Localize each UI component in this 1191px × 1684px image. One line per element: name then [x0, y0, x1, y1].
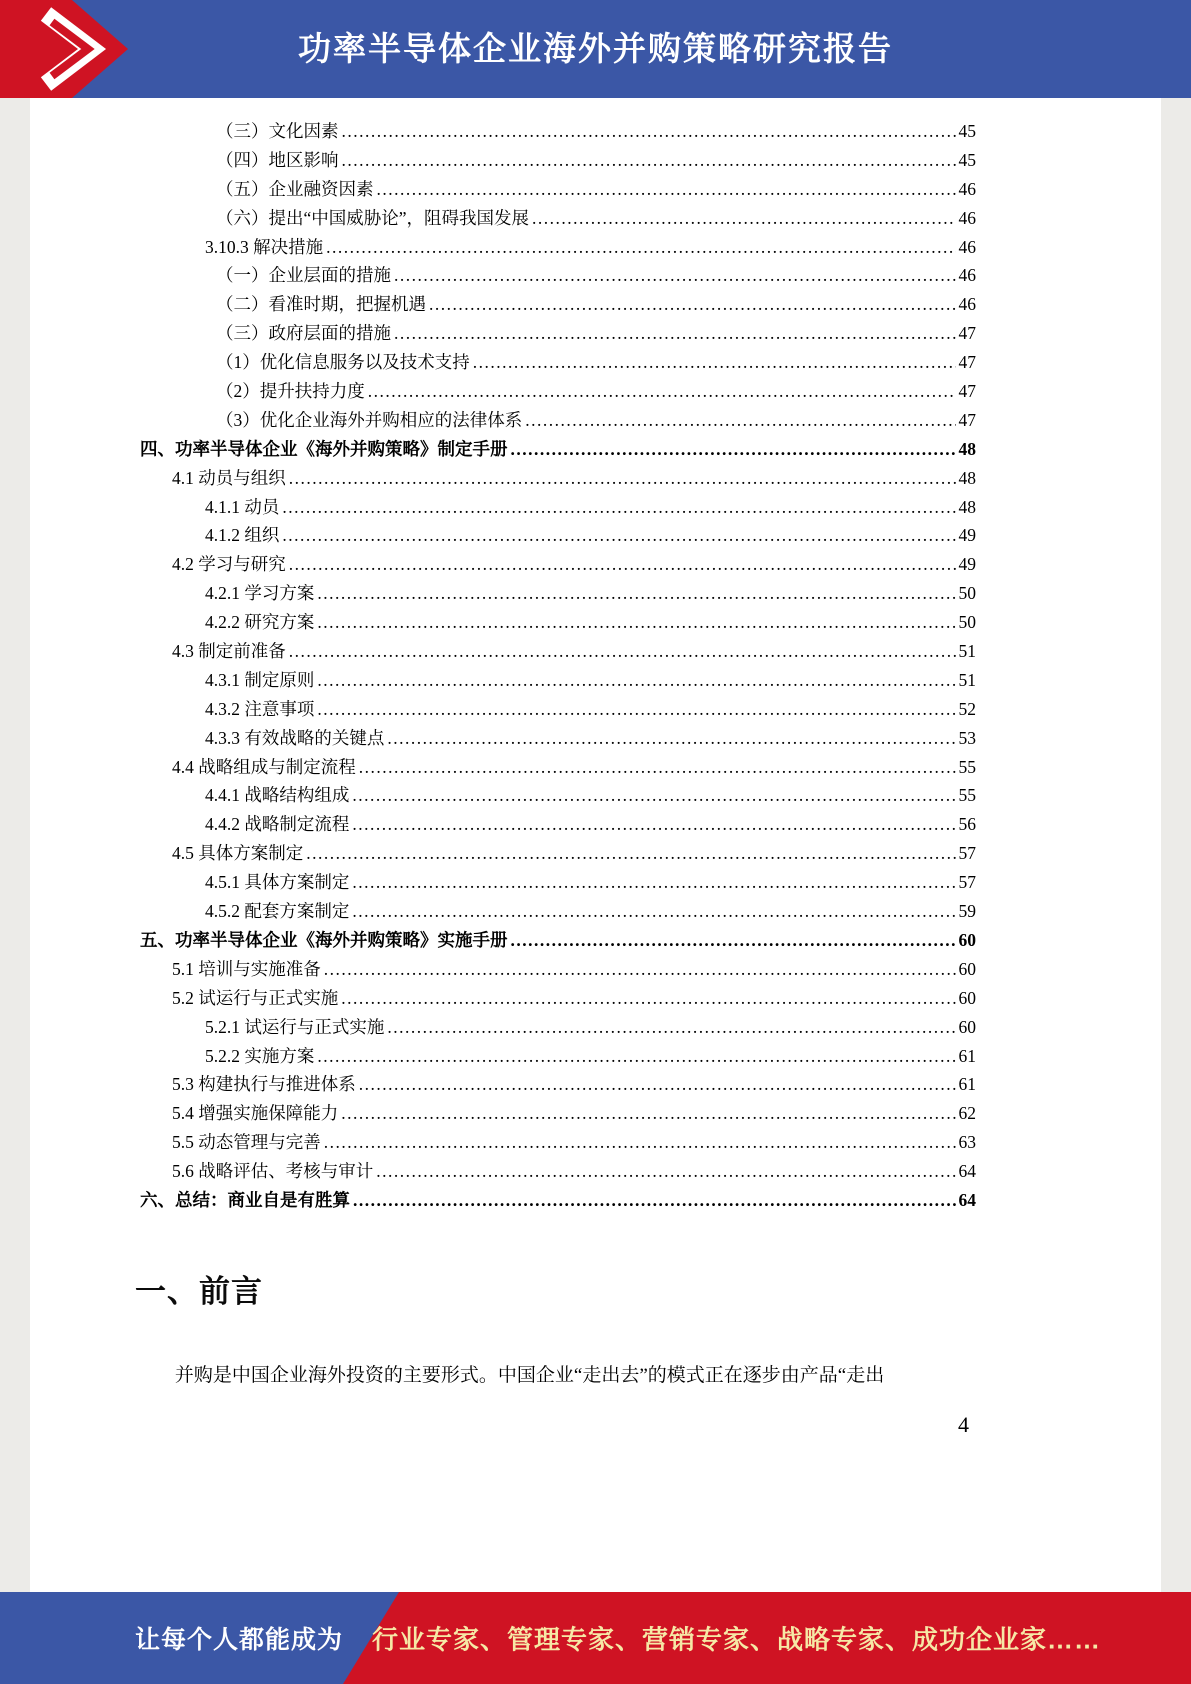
toc-page-number: 52	[958, 698, 976, 719]
toc-entry-label: 4.4 战略组成与制定流程	[172, 756, 356, 777]
toc-leader-dots	[282, 497, 955, 518]
toc-page-number: 46	[958, 294, 976, 315]
toc-leader-dots	[429, 294, 956, 315]
toc-entry[interactable]	[140, 262, 976, 291]
toc-page-number: 60	[958, 1016, 976, 1037]
toc-entry-label: 4.5.1 具体方案制定	[205, 872, 350, 893]
toc-entry[interactable]	[140, 1100, 976, 1129]
toc-page-number: 50	[958, 612, 976, 633]
toc-leader-dots	[376, 1161, 955, 1182]
toc-entry-label: 5.4 增强实施保障能力	[172, 1103, 339, 1124]
toc-leader-dots	[511, 439, 956, 460]
toc-leader-dots	[394, 265, 956, 286]
toc-leader-dots	[532, 208, 955, 229]
toc-entry[interactable]	[140, 811, 976, 840]
toc-entry-label: 4.3.1 制定原则	[205, 669, 315, 690]
toc-leader-dots	[511, 930, 956, 951]
toc-entry[interactable]	[140, 436, 976, 465]
toc-page-number: 46	[958, 207, 976, 228]
toc-leader-dots	[317, 699, 955, 720]
toc-entry[interactable]	[140, 494, 976, 523]
toc-entry[interactable]	[140, 638, 976, 667]
toc-leader-dots	[317, 1046, 955, 1067]
toc-entry-label: 5.2.2 实施方案	[205, 1045, 315, 1066]
toc-entry[interactable]	[140, 1129, 976, 1158]
toc-entry[interactable]	[140, 1071, 976, 1100]
toc-entry[interactable]	[140, 551, 976, 580]
toc-entry[interactable]	[140, 176, 976, 205]
toc-entry-label: （3）优化企业海外并购相应的法律体系	[216, 409, 523, 430]
toc-entry[interactable]	[140, 522, 976, 551]
toc-page-number: 45	[958, 121, 976, 141]
toc-entry[interactable]	[140, 696, 976, 725]
toc-leader-dots	[289, 641, 956, 662]
toc-page-number: 51	[958, 669, 976, 690]
toc-page-number: 63	[958, 1132, 976, 1153]
toc-entry[interactable]	[140, 667, 976, 696]
toc-page-number: 57	[958, 843, 976, 864]
toc-entry[interactable]	[140, 840, 976, 869]
toc-entry-label: （二）看准时期，把握机遇	[216, 294, 426, 315]
toc-entry-label: 五、功率半导体企业《海外并购策略》实施手册	[140, 929, 508, 950]
toc-entry-label: 4.4.2 战略制定流程	[205, 814, 350, 835]
toc-leader-dots	[352, 901, 955, 922]
toc-entry[interactable]	[140, 754, 976, 783]
toc-leader-dots	[394, 323, 956, 344]
footer-slogan-right: 行业专家、管理专家、营销专家、战略专家、成功企业家……	[372, 1624, 1102, 1655]
toc-leader-dots	[342, 121, 956, 142]
toc-entry-label: 4.3.3 有效战略的关键点	[205, 727, 385, 748]
toc-entry-label: （1）优化信息服务以及技术支持	[216, 352, 470, 373]
toc-entry-label: （六）提出“中国威胁论”，阻碍我国发展	[216, 207, 530, 228]
toc-entry-label: 4.1 动员与组织	[172, 467, 286, 488]
toc-entry[interactable]	[140, 985, 976, 1014]
toc-entry[interactable]	[140, 234, 976, 263]
page-number: 4	[958, 1412, 969, 1437]
toc-page-number: 46	[958, 178, 976, 199]
toc-leader-dots	[359, 757, 956, 778]
toc-page-number: 56	[958, 814, 976, 835]
toc-page-number: 45	[958, 149, 976, 170]
toc-leader-dots	[282, 525, 955, 546]
toc-leader-dots	[324, 959, 956, 980]
toc-leader-dots	[352, 785, 955, 806]
toc-entry-label: 4.3.2 注意事项	[205, 698, 315, 719]
toc-entry-label: （四）地区影响	[216, 149, 339, 170]
toc-entry-label: 4.2.1 学习方案	[205, 583, 315, 604]
footer-banner	[0, 1592, 1191, 1684]
toc-leader-dots	[317, 670, 955, 691]
toc-entry[interactable]	[140, 956, 976, 985]
toc-leader-dots	[326, 237, 955, 258]
toc-page-number: 48	[958, 467, 976, 488]
toc-leader-dots	[317, 583, 955, 604]
toc-entry-label: 4.5 具体方案制定	[172, 843, 304, 864]
toc-entry-label: （2）提升扶持力度	[216, 381, 365, 402]
toc-entry-label: （三）政府层面的措施	[216, 323, 391, 344]
toc-page-number: 59	[958, 901, 976, 922]
toc-entry-label: 4.1.1 动员	[205, 496, 280, 517]
toc-leader-dots	[352, 814, 955, 835]
toc-page-number: 49	[958, 525, 976, 546]
toc-entry[interactable]	[140, 898, 976, 927]
toc-page-number: 61	[958, 1045, 976, 1066]
toc-entry[interactable]	[140, 349, 976, 378]
toc-leader-dots	[342, 150, 956, 171]
toc-entry[interactable]	[140, 291, 976, 320]
toc-page-number: 50	[958, 583, 976, 604]
toc-entry-label: 5.3 构建执行与推进体系	[172, 1074, 356, 1095]
toc-entry[interactable]	[140, 118, 976, 147]
toc-page-number: 60	[958, 929, 976, 950]
toc-page-number: 55	[958, 756, 976, 777]
toc-leader-dots	[473, 352, 956, 373]
toc-page-number: 47	[958, 323, 976, 344]
toc-entry-label: （一）企业层面的措施	[216, 265, 391, 286]
toc-leader-dots	[352, 872, 955, 893]
toc-leader-dots	[341, 1103, 955, 1124]
report-title: 功率半导体企业海外并购策略研究报告	[298, 30, 893, 67]
toc-leader-dots	[306, 843, 955, 864]
toc-leader-dots	[387, 1017, 955, 1038]
toc-entry-label: 5.2.1 试运行与正式实施	[205, 1016, 385, 1037]
toc-page-number: 64	[958, 1161, 976, 1182]
toc-page-number: 62	[958, 1103, 976, 1124]
toc-page-number: 47	[958, 381, 976, 402]
body-paragraph: 并购是中国企业海外投资的主要形式。中国企业“走出去”的模式正在逐步由产品“走出	[174, 1365, 885, 1386]
toc-leader-dots	[341, 988, 955, 1009]
toc-entry-label: 4.3 制定前准备	[172, 641, 286, 662]
toc-entry-label: 5.5 动态管理与完善	[172, 1132, 321, 1153]
toc-leader-dots	[289, 554, 956, 575]
toc-entry-label: 5.2 试运行与正式实施	[172, 987, 339, 1008]
toc-entry-label: 3.10.3 解决措施	[205, 236, 324, 257]
toc-leader-dots	[359, 1074, 956, 1095]
toc-entry[interactable]	[140, 320, 976, 349]
toc-entry[interactable]	[140, 205, 976, 234]
toc-leader-dots	[317, 612, 955, 633]
toc-page-number: 60	[958, 958, 976, 979]
toc-page-number: 48	[958, 496, 976, 517]
toc-entry[interactable]	[140, 1014, 976, 1043]
toc-leader-dots	[324, 1132, 956, 1153]
toc-entry-label: 5.1 培训与实施准备	[172, 958, 321, 979]
toc-page-number: 60	[958, 987, 976, 1008]
toc-page-number: 47	[958, 352, 976, 373]
toc-entry[interactable]	[140, 609, 976, 638]
toc-entry-label: （五）企业融资因素	[216, 178, 374, 199]
toc-page-number: 48	[958, 438, 976, 459]
toc-page-number: 61	[958, 1074, 976, 1095]
toc-entry-label: 4.2.2 研究方案	[205, 612, 315, 633]
toc-entry-label: 六、总结：商业自是有胜算	[140, 1189, 350, 1210]
toc-entry[interactable]	[140, 465, 976, 494]
toc-entry-label: 4.4.1 战略结构组成	[205, 785, 350, 806]
toc-page-number: 46	[958, 236, 976, 257]
header-banner	[0, 0, 1191, 98]
toc-entry-label: 4.2 学习与研究	[172, 554, 286, 575]
toc-entry[interactable]	[140, 725, 976, 754]
toc-entry[interactable]	[140, 1158, 976, 1187]
toc-page-number: 55	[958, 785, 976, 806]
table-of-contents	[140, 118, 976, 1216]
toc-entry[interactable]	[140, 407, 976, 436]
toc-entry[interactable]	[140, 1187, 976, 1216]
toc-leader-dots	[289, 468, 956, 489]
toc-page-number: 47	[958, 409, 976, 430]
toc-page-number: 51	[958, 641, 976, 662]
toc-entry[interactable]	[140, 782, 976, 811]
toc-page-number: 49	[958, 554, 976, 575]
section-heading-preface: 一、前言	[135, 1274, 263, 1309]
toc-entry[interactable]	[140, 1043, 976, 1072]
toc-entry-label: 4.1.2 组织	[205, 525, 280, 546]
toc-entry[interactable]	[140, 927, 976, 956]
toc-entry-label: 4.5.2 配套方案制定	[205, 901, 350, 922]
footer-slogan-left: 让每个人都能成为	[135, 1626, 344, 1654]
toc-page-number: 57	[958, 872, 976, 893]
toc-leader-dots	[377, 179, 956, 200]
toc-entry[interactable]	[140, 580, 976, 609]
toc-entry-label: （三）文化因素	[216, 121, 339, 141]
toc-entry-label: 四、功率半导体企业《海外并购策略》制定手册	[140, 438, 508, 459]
toc-page-number: 64	[958, 1189, 976, 1210]
toc-page-number: 46	[958, 265, 976, 286]
toc-entry[interactable]	[140, 869, 976, 898]
toc-entry[interactable]	[140, 378, 976, 407]
toc-leader-dots	[525, 410, 955, 431]
toc-leader-dots	[368, 381, 956, 402]
toc-leader-dots	[353, 1190, 956, 1211]
toc-entry-label: 5.6 战略评估、考核与审计	[172, 1161, 374, 1182]
toc-entry[interactable]	[140, 147, 976, 176]
toc-leader-dots	[387, 728, 955, 749]
toc-page-number: 53	[958, 727, 976, 748]
